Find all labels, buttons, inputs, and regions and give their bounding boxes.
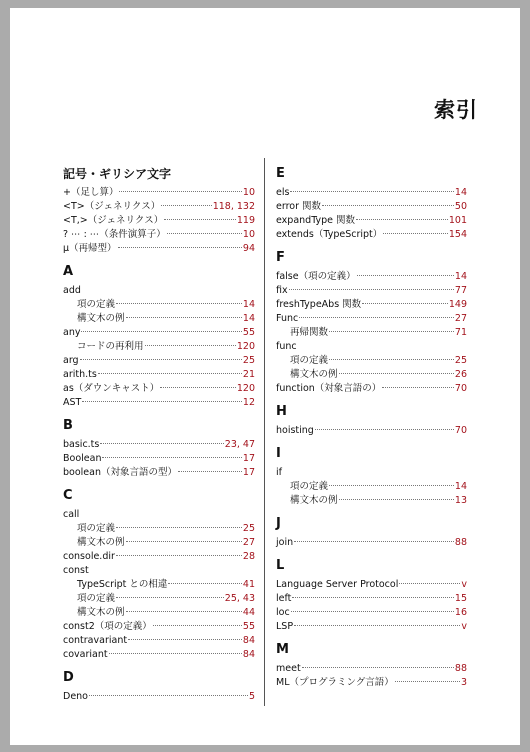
index-entry — [276, 382, 467, 396]
entry-term: call — [63, 509, 80, 520]
leader-dots — [290, 191, 453, 192]
leader-dots — [294, 625, 460, 626]
entry-term: 項の定義 — [290, 481, 329, 492]
leader-dots — [357, 275, 454, 276]
leader-dots — [161, 205, 211, 206]
index-section — [63, 486, 255, 662]
page-reference[interactable]: 10 — [242, 229, 255, 240]
leader-dots — [98, 373, 242, 374]
index-entry — [63, 214, 255, 228]
entry-term: false（項の定義） — [276, 271, 356, 282]
section-heading: C — [63, 488, 73, 503]
entry-term: AST — [63, 397, 82, 408]
entry-term: ML（プログラミング言語） — [276, 677, 394, 688]
index-entry — [63, 620, 255, 634]
entry-term: μ（再帰型） — [63, 243, 117, 254]
section-heading: B — [63, 418, 73, 433]
page-reference[interactable]: 17 — [242, 453, 255, 464]
leader-dots — [100, 443, 223, 444]
index-entry — [63, 242, 255, 256]
index-entry — [63, 564, 255, 578]
index-entry — [63, 466, 255, 480]
index-entry — [63, 186, 255, 200]
leader-dots — [126, 541, 242, 542]
index-entry — [63, 438, 255, 452]
entry-term: basic.ts — [63, 439, 100, 450]
index-entry — [276, 592, 467, 606]
index-entry — [63, 508, 255, 522]
section-heading: A — [63, 264, 74, 279]
entry-term: function（対象言語の） — [276, 383, 382, 394]
leader-dots — [302, 667, 454, 668]
entry-term: 再帰関数 — [290, 327, 329, 338]
page-reference[interactable]: 14 — [454, 271, 467, 282]
leader-dots — [116, 303, 242, 304]
leader-dots — [81, 331, 241, 332]
page-reference[interactable]: 41 — [242, 579, 255, 590]
leader-dots — [80, 359, 242, 360]
entry-term: console.dir — [63, 551, 115, 562]
leader-dots — [399, 583, 460, 584]
page-reference[interactable]: 55 — [242, 327, 255, 338]
entry-term: 構文木の例 — [290, 495, 338, 506]
entry-term: meet — [276, 663, 301, 674]
page-reference[interactable]: 101 — [448, 215, 467, 226]
index-section — [276, 402, 467, 438]
page-reference[interactable]: 88 — [454, 663, 467, 674]
index-section — [276, 164, 467, 242]
leader-dots — [339, 499, 454, 500]
index-entry — [276, 606, 467, 620]
index-section — [63, 262, 255, 410]
index-entry — [63, 634, 255, 648]
entry-term: <T>（ジェネリクス） — [63, 201, 161, 212]
page-reference[interactable]: 14 — [454, 481, 467, 492]
index-entry — [276, 214, 467, 228]
index-entry — [63, 228, 255, 242]
page-reference[interactable]: 14 — [242, 313, 255, 324]
entry-term: 構文木の例 — [290, 369, 338, 380]
leader-dots — [383, 233, 448, 234]
page-reference[interactable]: v — [461, 621, 467, 632]
section-heading: E — [276, 166, 285, 181]
index-entry — [276, 340, 467, 354]
index-subentry — [63, 298, 255, 312]
leader-dots — [299, 317, 454, 318]
page-reference[interactable]: 26 — [454, 369, 467, 380]
page-reference[interactable]: 21 — [242, 369, 255, 380]
index-subentry — [276, 368, 467, 382]
index-subentry — [63, 522, 255, 536]
page-reference[interactable]: 16 — [454, 607, 467, 618]
index-subentry — [63, 606, 255, 620]
leader-dots — [167, 233, 242, 234]
entry-term: expandType 関数 — [276, 215, 356, 226]
section-heading: H — [276, 404, 287, 419]
index-entry — [63, 396, 255, 410]
entry-term: Language Server Protocol — [276, 579, 399, 590]
index-entry — [63, 200, 255, 214]
entry-term: add — [63, 285, 81, 296]
entry-term: 項の定義 — [77, 523, 116, 534]
entry-term: freshTypeAbs 関数 — [276, 299, 362, 310]
entry-term: 項の定義 — [290, 355, 329, 366]
index-entry — [276, 424, 467, 438]
page-reference[interactable]: 120 — [236, 341, 255, 352]
entry-term: 構文木の例 — [77, 313, 125, 324]
entry-term: covariant — [63, 649, 108, 660]
leader-dots — [329, 485, 454, 486]
page-reference[interactable]: 120 — [236, 383, 255, 394]
leader-dots — [168, 583, 242, 584]
entry-term: Boolean — [63, 453, 102, 464]
page-reference[interactable]: 3 — [460, 677, 467, 688]
section-heading: 記号・ギリシア文字 — [63, 167, 172, 181]
index-entry — [276, 200, 467, 214]
entry-term: boolean（対象言語の型） — [63, 467, 177, 478]
page-reference[interactable]: 25 — [454, 355, 467, 366]
entry-term: extends（TypeScript） — [276, 229, 383, 240]
leader-dots — [118, 247, 242, 248]
entry-term: LSP — [276, 621, 294, 632]
section-heading: I — [276, 446, 281, 461]
leader-dots — [329, 359, 454, 360]
entry-term: const2（項の定義） — [63, 621, 152, 632]
page-reference[interactable]: 50 — [454, 201, 467, 212]
page-reference[interactable]: 70 — [454, 425, 467, 436]
entry-term: コードの再利用 — [77, 341, 144, 352]
page-reference[interactable]: 70 — [454, 383, 467, 394]
leader-dots — [126, 317, 242, 318]
leader-dots — [128, 639, 242, 640]
entry-term: 項の定義 — [77, 593, 116, 604]
leader-dots — [145, 345, 236, 346]
index-entry — [63, 382, 255, 396]
entry-term: contravariant — [63, 635, 128, 646]
entry-term: 項の定義 — [77, 299, 116, 310]
page-reference[interactable]: 27 — [242, 537, 255, 548]
entry-term: join — [276, 537, 294, 548]
index-entry — [276, 284, 467, 298]
page-reference[interactable]: 5 — [248, 691, 255, 702]
index-entry — [276, 620, 467, 634]
entry-term: const — [63, 565, 89, 576]
page-reference[interactable]: 149 — [448, 299, 467, 310]
index-entry — [276, 228, 467, 242]
page-reference[interactable]: 25 — [242, 523, 255, 534]
leader-dots — [382, 387, 454, 388]
entry-term: 構文木の例 — [77, 607, 125, 618]
index-subentry — [63, 536, 255, 550]
index-entry — [63, 550, 255, 564]
index-subentry — [63, 592, 255, 606]
entry-term: arith.ts — [63, 369, 97, 380]
index-entry — [276, 298, 467, 312]
entry-term: ? ⋯ : ⋯（条件演算子） — [63, 229, 166, 240]
section-heading: D — [63, 670, 74, 685]
entry-term: loc — [276, 607, 290, 618]
page-reference[interactable]: 154 — [448, 229, 467, 240]
page-reference[interactable]: 12 — [242, 397, 255, 408]
entry-term: TypeScript との相違 — [77, 579, 168, 590]
page-reference[interactable]: 25, 43 — [224, 593, 255, 604]
column-divider — [264, 158, 265, 706]
page-title: 索引 — [434, 98, 478, 122]
leader-dots — [160, 387, 236, 388]
page-reference[interactable]: 84 — [242, 635, 255, 646]
index-entry — [63, 354, 255, 368]
entry-term: as（ダウンキャスト） — [63, 383, 160, 394]
leader-dots — [116, 555, 242, 556]
index-section — [276, 248, 467, 396]
leader-dots — [362, 303, 448, 304]
index-entry — [276, 578, 467, 592]
index-subentry — [276, 326, 467, 340]
index-entry — [63, 326, 255, 340]
page-reference[interactable]: 84 — [242, 649, 255, 660]
leader-dots — [339, 373, 454, 374]
index-subentry — [276, 480, 467, 494]
leader-dots — [292, 597, 454, 598]
entry-term: fix — [276, 285, 288, 296]
leader-dots — [116, 527, 242, 528]
page-reference[interactable]: 88 — [454, 537, 467, 548]
page-reference[interactable]: 27 — [454, 313, 467, 324]
index-entry — [276, 536, 467, 550]
index-subentry — [63, 312, 255, 326]
page-reference[interactable]: 28 — [242, 551, 255, 562]
leader-dots — [119, 191, 241, 192]
index-section — [276, 640, 467, 690]
index-column-left — [63, 160, 255, 710]
index-entry — [276, 676, 467, 690]
page-reference[interactable]: 55 — [242, 621, 255, 632]
index-entry — [276, 466, 467, 480]
entry-term: func — [276, 341, 297, 352]
leader-dots — [109, 653, 242, 654]
index-section — [276, 444, 467, 508]
section-heading: L — [276, 558, 285, 573]
leader-dots — [164, 219, 236, 220]
page-reference[interactable]: 118, 132 — [212, 201, 255, 212]
index-subentry — [276, 494, 467, 508]
index-section — [63, 416, 255, 480]
leader-dots — [356, 219, 448, 220]
entry-term: if — [276, 467, 282, 478]
page-reference[interactable]: 14 — [454, 187, 467, 198]
page-reference[interactable]: 25 — [242, 355, 255, 366]
section-heading: M — [276, 642, 289, 657]
page-reference[interactable]: v — [461, 579, 467, 590]
entry-term: hoisting — [276, 425, 314, 436]
entry-term: 構文木の例 — [77, 537, 125, 548]
index-entry — [63, 648, 255, 662]
entry-term: arg — [63, 355, 79, 366]
leader-dots — [82, 401, 242, 402]
index-entry — [63, 284, 255, 298]
entry-term: error 関数 — [276, 201, 322, 212]
index-section — [63, 164, 255, 256]
section-heading: F — [276, 250, 285, 265]
page-reference[interactable]: 15 — [454, 593, 467, 604]
leader-dots — [153, 625, 242, 626]
page-reference[interactable]: 44 — [242, 607, 255, 618]
page-reference[interactable]: 17 — [242, 467, 255, 478]
leader-dots — [116, 597, 224, 598]
index-entry — [63, 452, 255, 466]
index-column-right — [276, 160, 467, 696]
leader-dots — [178, 471, 242, 472]
entry-term: any — [63, 327, 81, 338]
page-reference[interactable]: 119 — [236, 215, 255, 226]
leader-dots — [102, 457, 241, 458]
page-reference[interactable]: 71 — [454, 327, 467, 338]
page-reference[interactable]: 23, 47 — [224, 439, 255, 450]
entry-term: Deno — [63, 691, 88, 702]
index-entry — [276, 186, 467, 200]
page-reference[interactable]: 13 — [454, 495, 467, 506]
index-section — [276, 514, 467, 550]
entry-term: +（足し算） — [63, 187, 119, 198]
entry-term: Func — [276, 313, 299, 324]
index-entry — [276, 312, 467, 326]
leader-dots — [294, 541, 454, 542]
page-reference[interactable]: 10 — [242, 187, 255, 198]
leader-dots — [329, 331, 454, 332]
leader-dots — [322, 205, 454, 206]
index-subentry — [276, 354, 467, 368]
entry-term: left — [276, 593, 292, 604]
index-entry — [276, 662, 467, 676]
index-subentry — [63, 340, 255, 354]
entry-term: <T,>（ジェネリクス） — [63, 215, 164, 226]
index-section — [63, 668, 255, 704]
leader-dots — [126, 611, 242, 612]
leader-dots — [315, 429, 454, 430]
index-page — [10, 8, 520, 745]
page-reference[interactable]: 94 — [242, 243, 255, 254]
section-heading: J — [276, 516, 281, 531]
index-section — [276, 556, 467, 634]
index-entry — [63, 690, 255, 704]
index-entry — [276, 270, 467, 284]
page-reference[interactable]: 14 — [242, 299, 255, 310]
leader-dots — [395, 681, 460, 682]
leader-dots — [289, 289, 454, 290]
leader-dots — [89, 695, 248, 696]
leader-dots — [291, 611, 454, 612]
index-subentry — [63, 578, 255, 592]
entry-term: els — [276, 187, 290, 198]
page-reference[interactable]: 77 — [454, 285, 467, 296]
index-entry — [63, 368, 255, 382]
